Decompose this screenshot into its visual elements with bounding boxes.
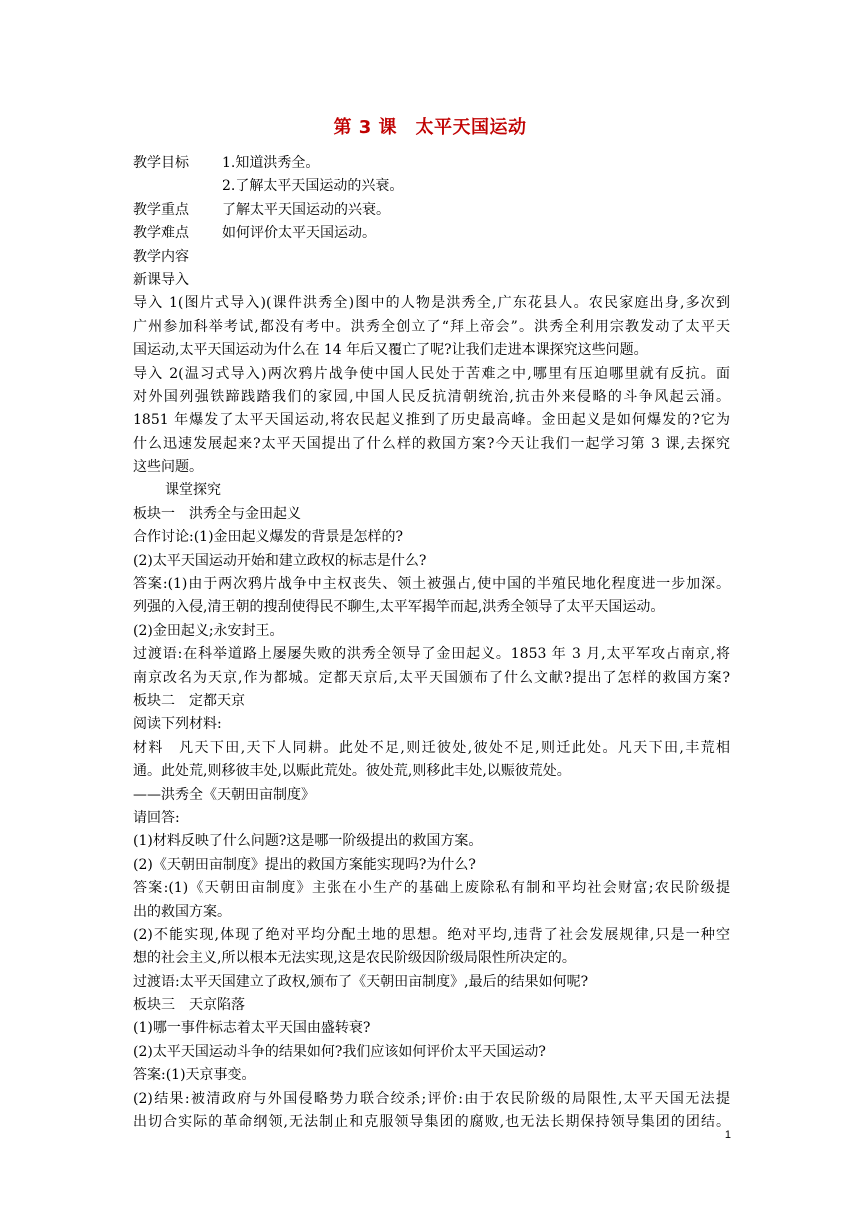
paragraph-line: (1)材料反映了什么问题?这是哪一阶级提出的救国方案。 <box>133 833 483 850</box>
paragraph-line: 过渡语:在科举道路上屡屡失败的洪秀全领导了金田起义。1853 年 3 月,太平军攻占南京,将 <box>133 646 730 663</box>
section-intro-heading: 新课导入 <box>133 271 189 288</box>
objectives-label: 教学目标 <box>133 155 189 171</box>
difficulty-text: 如何评价太平天国运动。 <box>222 225 376 242</box>
paragraph-line: 南京改名为天京,作为都城。定都天京后,太平天国颁布了什么文献?提出了怎样的救国方案? <box>133 669 730 686</box>
block-3-heading: 板块三 天京陷落 <box>133 997 245 1014</box>
paragraph-line: 答案:(1)《天朝田亩制度》主张在小生产的基础上废除私有制和平均社会财富;农民阶级提 <box>133 880 730 897</box>
paragraph-line: 答案:(1)由于两次鸦片战争中主权丧失、领土被强占,使中国的半殖民地化程度进一步加深。 <box>133 576 730 593</box>
paragraph-line: (1)哪一事件标志着太平天国由盛转衰? <box>133 1020 371 1037</box>
objectives-row <box>133 152 730 175</box>
page-number: 1 <box>724 1129 731 1141</box>
material-line: 通。此处荒,则移彼丰处,以赈此荒处。彼处荒,则移此丰处,以赈彼荒处。 <box>133 763 571 780</box>
paragraph-line: 想的社会主义,所以根本无法实现,这是农民阶级因阶级局限性所决定的。 <box>133 950 576 967</box>
material-source: ——洪秀全《天朝田亩制度》 <box>133 786 315 803</box>
lesson-body <box>133 152 730 1134</box>
paragraph-line: 广州参加科举考试,都没有考中。洪秀全创立了“拜上帝会”。洪秀全利用宗教发动了太平天 <box>133 318 730 335</box>
paragraph-line: (2)太平天国运动斗争的结果如何?我们应该如何评价太平天国运动? <box>133 1043 546 1060</box>
paragraph-line: 这些问题。 <box>133 459 203 476</box>
paragraph-line: (2)不能实现,体现了绝对平均分配土地的思想。绝对平均,违背了社会发展规律,只是一种空 <box>133 926 730 943</box>
objective-item-2: 2.了解太平天国运动的兴衰。 <box>222 178 404 195</box>
section-inquiry-heading: 课堂探究 <box>165 482 221 499</box>
content-label: 教学内容 <box>133 248 189 265</box>
key-point-text: 了解太平天国运动的兴衰。 <box>222 201 390 218</box>
key-point-row <box>133 199 730 222</box>
paragraph-line: (2)结果:被清政府与外国侵略势力联合绞杀;评价:由于农民阶级的局限性,太平天国无法提 <box>133 1090 730 1107</box>
paragraph-line: 答案:(1)天京事变。 <box>133 1067 256 1084</box>
paragraph-line: 合作讨论:(1)金田起义爆发的背景是怎样的? <box>133 529 404 546</box>
lesson-title: 第 3 课 太平天国运动 <box>333 117 527 138</box>
block-2-heading: 板块二 定都天京 <box>133 692 245 709</box>
paragraph-line: 出的救国方案。 <box>133 903 231 920</box>
difficulty-row <box>133 222 730 245</box>
paragraph-line: 出切合实际的革命纲领,无法制止和克服领导集团的腐败,也无法长期保持领导集团的团结。 <box>133 1114 730 1131</box>
paragraph-line: 对外国列强铁蹄践踏我们的家园,中国人民反抗清朝统治,抗击外来侵略的斗争风起云涌。 <box>133 388 730 405</box>
paragraph-line: (2)《天朝田亩制度》提出的救国方案能实现吗?为什么? <box>133 856 476 873</box>
paragraph-line: 过渡语:太平天国建立了政权,颁布了《天朝田亩制度》,最后的结果如何呢? <box>133 973 589 990</box>
paragraph-line: 列强的入侵,清王朝的搜刮使得民不聊生,太平军揭竿而起,洪秀全领导了太平天国运动。 <box>133 599 665 616</box>
paragraph-line: 导入 2(温习式导入)两次鸦片战争使中国人民处于苦难之中,哪里有压迫哪里就有反抗。面 <box>133 365 730 382</box>
paragraph-line: 1851 年爆发了太平天国运动,将农民起义推到了历史最高峰。金田起义是如何爆发的?它为 <box>133 412 730 429</box>
paragraph-line: 什么迅速发展起来?太平天国提出了什么样的救国方案?今天让我们一起学习第 3 课,去探究 <box>133 435 730 452</box>
objective-item-1: 1.知道洪秀全。 <box>222 155 320 171</box>
paragraph-line: 阅读下列材料: <box>133 716 222 733</box>
key-point-label: 教学重点 <box>133 201 189 218</box>
material-line: 材料 凡天下田,天下人同耕。此处不足,则迁彼处,彼处不足,则迁此处。凡天下田,丰荒相 <box>133 739 730 756</box>
block-1-heading: 板块一 洪秀全与金田起义 <box>133 505 301 522</box>
paragraph-line: 请回答: <box>133 809 180 826</box>
paragraph-line: 导入 1(图片式导入)(课件洪秀全)图中的人物是洪秀全,广东花县人。农民家庭出身,多次到 <box>133 295 730 312</box>
difficulty-label: 教学难点 <box>133 225 189 242</box>
paragraph-line: 国运动,太平天国运动为什么在 14 年后又覆亡了呢?让我们走进本课探究这些问题。 <box>133 342 648 359</box>
paragraph-line: (2)太平天国运动开始和建立政权的标志是什么? <box>133 552 427 569</box>
paragraph-line: (2)金田起义;永安封王。 <box>133 622 284 639</box>
